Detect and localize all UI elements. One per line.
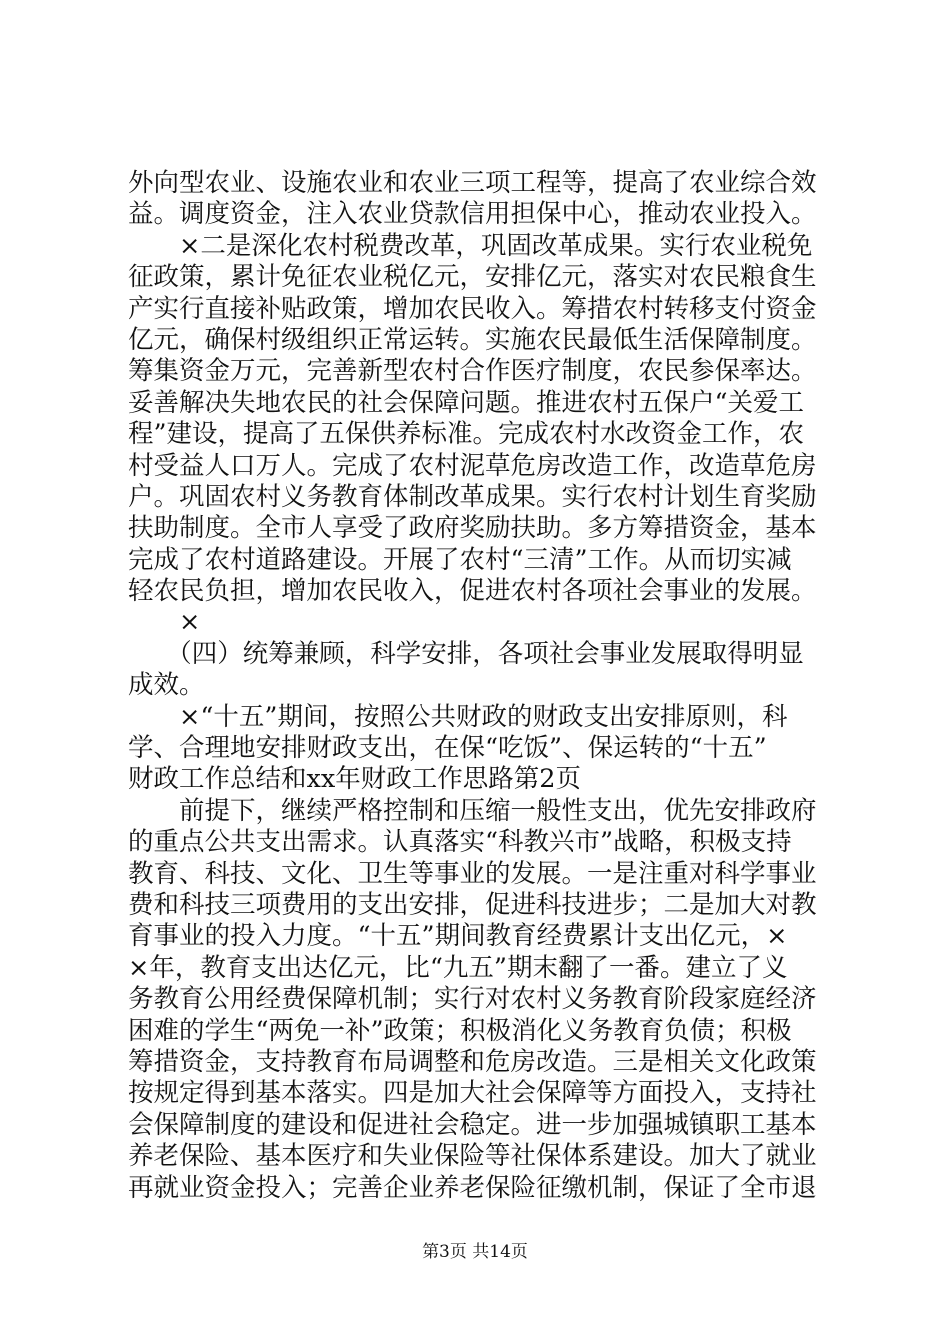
text-line: 前提下，继续严格控制和压缩一般性支出，优先安排政府	[128, 795, 817, 826]
text-line: 会保障制度的建设和促进社会稳定。进一步加强城镇职工基本	[128, 1109, 817, 1140]
text-line: 妥善解决失地农民的社会保障问题。推进农村五保户“关爱工	[128, 387, 805, 418]
text-line: 征政策，累计免征农业税亿元，安排亿元，落实对农民粮食生	[128, 262, 817, 293]
text-line: 轻农民负担，增加农民收入，促进农村各项社会事业的发展。	[128, 576, 817, 607]
text-line: 费和科技三项费用的支出安排，促进科技进步；二是加大对教	[128, 889, 817, 920]
text-line: 益。调度资金，注入农业贷款信用担保中心，推动农业投入。	[128, 199, 817, 230]
text-line: 产实行直接补贴政策，增加农民收入。筹措农村转移支付资金	[128, 293, 817, 324]
text-line: 亿元，确保村级组织正常运转。实施农民最低生活保障制度。	[128, 324, 817, 355]
text-line: 筹措资金，支持教育布局调整和危房改造。三是相关文化政策	[128, 1046, 817, 1077]
text-line: 务教育公用经费保障机制；实行对农村义务教育阶段家庭经济	[128, 984, 817, 1015]
text-line: ×年，教育支出达亿元，比“九五”期末翻了一番。建立了义	[128, 952, 788, 983]
text-line: ×	[128, 607, 201, 638]
text-line: 村受益人口万人。完成了农村泥草危房改造工作，改造草危房	[128, 450, 817, 481]
text-line: 学、合理地安排财政支出，在保“吃饭”、保运转的“十五”	[128, 733, 767, 764]
text-line: 困难的学生“两免一补”政策；积极消化义务教育负债；积极	[128, 1015, 792, 1046]
text-line: 筹集资金万元，完善新型农村合作医疗制度，农民参保率达。	[128, 356, 817, 387]
text-line: 育事业的投入力度。“十五”期间教育经费累计支出亿元，×	[128, 921, 788, 952]
body-text	[128, 168, 828, 1204]
text-line: ×“十五”期间，按照公共财政的财政支出安排原则，科	[128, 701, 788, 732]
page-footer: 第3页 共14页	[422, 1242, 528, 1262]
text-line: 的重点公共支出需求。认真落实“科教兴市”战略，积极支持	[128, 827, 792, 858]
text-line: 户。巩固农村义务教育体制改革成果。实行农村计划生育奖励	[128, 481, 817, 512]
text-line: 财政工作总结和xx年财政工作思路第2页	[128, 764, 581, 795]
text-line: 按规定得到基本落实。四是加大社会保障等方面投入，支持社	[128, 1078, 817, 1109]
text-line: （四）统筹兼顾，科学安排，各项社会事业发展取得明显	[128, 638, 804, 669]
text-line: 完成了农村道路建设。开展了农村“三清”工作。从而切实减	[128, 544, 792, 575]
text-line: ×二是深化农村税费改革，巩固改革成果。实行农业税免	[128, 230, 813, 261]
text-line: 程”建设，提高了五保供养标准。完成农村水改资金工作，农	[128, 419, 805, 450]
text-line: 成效。	[128, 670, 205, 701]
text-line: 教育、科技、文化、卫生等事业的发展。一是注重对科学事业	[128, 858, 817, 889]
text-line: 再就业资金投入；完善企业养老保险征缴机制，保证了全市退	[128, 1172, 817, 1203]
text-line: 扶助制度。全市人享受了政府奖励扶助。多方筹措资金，基本	[128, 513, 817, 544]
text-line: 外向型农业、设施农业和农业三项工程等，提高了农业综合效	[128, 168, 817, 198]
text-line: 养老保险、基本医疗和失业保险等社保体系建设。加大了就业	[128, 1141, 817, 1172]
